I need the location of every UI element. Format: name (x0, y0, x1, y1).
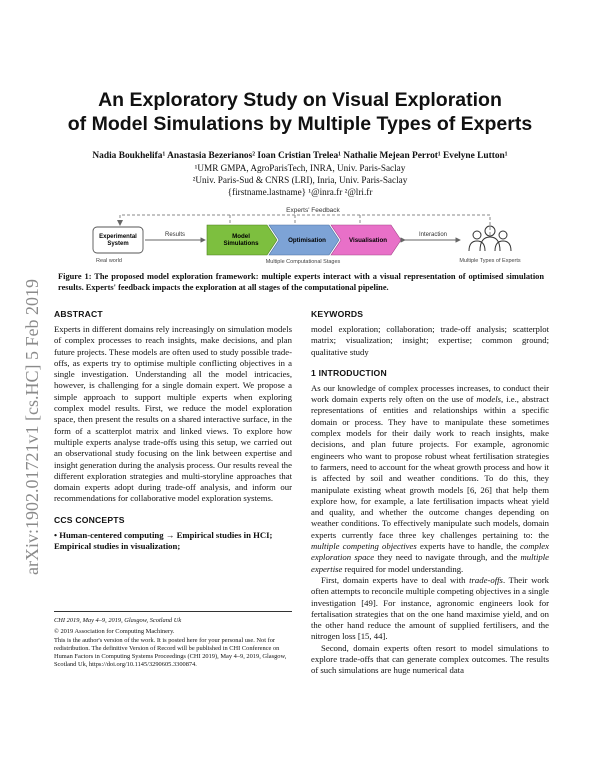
intro-p1-objectives: multiple competing objectives (311, 541, 417, 552)
experimental-system-label: Experimental System (99, 234, 137, 247)
real-world-label: Real world (96, 258, 122, 264)
intro-p1-part-e: required for model understanding. (342, 563, 464, 574)
experts-label: Multiple Types of Experts (459, 258, 521, 264)
intro-heading: 1 INTRODUCTION (311, 367, 387, 378)
intro-p1-part-a: As our knowledge of complex processes increases, to conduct their work domain experts rely often on the use of (311, 382, 549, 405)
author-emails: {firstname.lastname} ¹@inra.fr ²@lri.fr (227, 187, 373, 197)
paper-title (40, 88, 560, 136)
results-label: Results (164, 232, 186, 238)
left-column (54, 309, 292, 552)
interaction-label: Interaction (418, 232, 448, 238)
model-simulations-label: Model Simulations (223, 233, 259, 247)
ccs-text: • Human-centered computing → Empirical studies in HCI; Empirical studies in visualization; (54, 529, 273, 552)
author-list: Nadia Boukhelifa¹ Anastasia Bezerianos² Ioan Cristian Trelea¹ Nathalie Mejean Perrot¹ Evelyne Lutton¹ (92, 151, 508, 161)
intro-text (311, 383, 549, 677)
affiliation-1: ¹UMR GMPA, AgroParisTech, INRA, Univ. Paris-Saclay (194, 163, 406, 173)
arxiv-stamp-text: arXiv:1902.01721v1 [cs.HC] 5 Feb 2019 (22, 279, 42, 575)
intro-p1-part-b: , i.e., abstract representations of entities and relationships within a specific domain or process. They have to manipulate these sometimes complex models for their daily work to reach insights, make decisions, and plan future projects. For example, agronomic engineers who want to propose robust wheat fertilisation strategies to farmers, need to account for the wheat growth process and how it is affected by soil and weather conditions. To do this, they manipulate existing wheat growth models [6, 26] that help them explore how, for example, a late fertilisation impacts wheat yield and quality, and whether the outcome changes depending on weather conditions. To effectively manipulate such models, domain experts currently face three key challenges pertaining to: the (311, 394, 549, 540)
keywords-text: model exploration; collaboration; trade-off analysis; scatterplot matrix; visualization; insight; expertise; common ground; qualitative study (311, 324, 549, 357)
experimental-system-box (93, 227, 143, 253)
footnote-copyright: © 2019 Association for Computing Machinery. (54, 628, 175, 636)
arxiv-stamp (2, 185, 42, 585)
keywords-heading: KEYWORDS (311, 309, 364, 319)
visualisation-label: Visualisation (348, 237, 388, 244)
title-line-1: An Exploratory Study on Visual Exploration (98, 89, 502, 111)
intro-p2-tradeoffs: trade-offs (469, 574, 503, 585)
footnote-venue: CHI 2019, May 4–9, 2019, Glasgow, Scotland Uk (54, 617, 182, 624)
intro-p1-part-d: they need to navigate through, and the (374, 552, 521, 563)
footnote (54, 617, 292, 670)
ccs-heading: CCS CONCEPTS (54, 514, 125, 525)
intro-paragraph-2 (311, 575, 549, 643)
abstract-heading: ABSTRACT (54, 309, 103, 319)
intro-p2-part-b: . Their work often attempts to reconcile multiple competing objectives in a single investigation [49]. For instance, agronomic engineers look for fertalisation strategies that on the one hand maximise yield, and on the other hand reduce the amount of supplied fertilisers, and the nitrogen loss [15, 44]. (311, 574, 549, 642)
intro-p1-part-c: experts have to handle, the (416, 541, 521, 552)
intro-p1-models: models (476, 394, 502, 405)
optimisation-label: Optimisation (288, 237, 326, 244)
footnote-rule (54, 611, 292, 612)
affiliation-2: ²Univ. Paris-Sud & CNRS (LRI), Inria, Univ. Paris-Saclay (192, 175, 408, 185)
intro-paragraph-1 (311, 383, 549, 575)
footnote-text: This is the author's version of the work. It is posted here for your personal use. Not for redistribution. The definitive Version of Record will be published in CHI Conference on Human Factors in Computing Systems Proceedings (CHI 2019), May 4–9, 2019, Glasgow, Scotland Uk, https://doi.org/10.1145/3290605.3300874. (54, 636, 287, 669)
feedback-label: Experts' Feedback (286, 207, 340, 214)
right-column (311, 309, 549, 677)
title-line-2: of Model Simulations by Multiple Types of Experts (67, 113, 533, 135)
abstract-text: Experts in different domains rely increasingly on simulation models of complex processes to reach insights, make decisions, and plan future projects. These models are often used to study possible trade-offs, as experts try to optimise multiple conflicting objectives in a single investigation. Understanding all the model intricacies, however, is challenging for a single domain expert. We propose a simple approach to support multiple experts when exploring complex model results. First, we reduce the model exploration space, then present the results on a shared interactive surface, in the form of a scatterplot matrix and linked views. To explore how multiple experts analyse trade-offs using this setup, we carried out an observational study focusing on the link between expertise and insight generation during the analysis process. Our results reveal the different exploration strategies and multi-storyline approaches that domain experts adopt during trade-off analysis, and inform our recommendations for collaborative model exploration systems. (54, 324, 292, 504)
intro-paragraph-3: Second, domain experts often resort to model simulations to explore trade-offs that can generate complex outcomes. The results of such simulations are huge numerical data (311, 642, 549, 676)
intro-p1-expertise: multiple expertise (311, 552, 549, 574)
computational-stages-label: Multiple Computational Stages (265, 259, 341, 265)
figure-caption: Figure 1: The proposed model exploration framework: multiple experts interact with a visual representation of optimised simulation results. Experts' feedback impacts the exploration at all stages of the computational pipeline. (58, 272, 544, 292)
intro-p2-part-a: First, domain experts have to deal with (321, 574, 470, 585)
intro-p1-space: complex exploration space (311, 541, 549, 563)
framework-figure (85, 205, 530, 267)
